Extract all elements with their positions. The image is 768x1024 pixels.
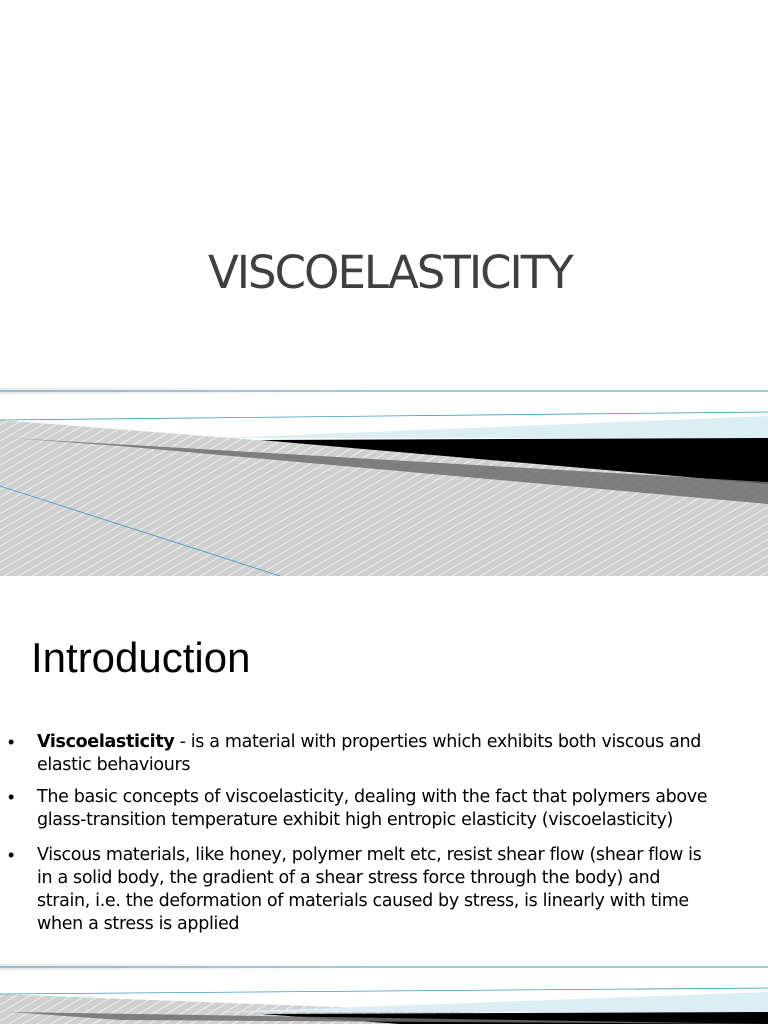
content-slide xyxy=(0,576,768,1024)
decorative-band xyxy=(0,376,768,576)
bullet-text: Viscous materials, like honey, polymer melt etc, resist shear flow (shear flow is in a solid body, the gradient of a shear stress force through the body) and strain, i.e. the deformation of materials caused by stress, is linearly with time when a stress is applied xyxy=(37,845,702,934)
bullet-item xyxy=(8,731,708,777)
bullet-item xyxy=(8,844,708,936)
slide-title: VISCOELASTICITY xyxy=(208,246,572,299)
bullet-term: Viscoelasticity xyxy=(37,732,175,752)
bullet-text: - is a material with properties which exhibits both viscous and elastic behaviours xyxy=(37,732,701,775)
bullet-item xyxy=(8,786,708,832)
slide-heading: Introduction xyxy=(31,634,251,681)
bullet-text: The basic concepts of viscoelasticity, dealing with the fact that polymers above glass-transition temperature exhibit high entropic elasticity (viscoelasticity) xyxy=(37,787,708,830)
bullet-list xyxy=(8,731,708,948)
decorative-band xyxy=(0,964,768,1024)
